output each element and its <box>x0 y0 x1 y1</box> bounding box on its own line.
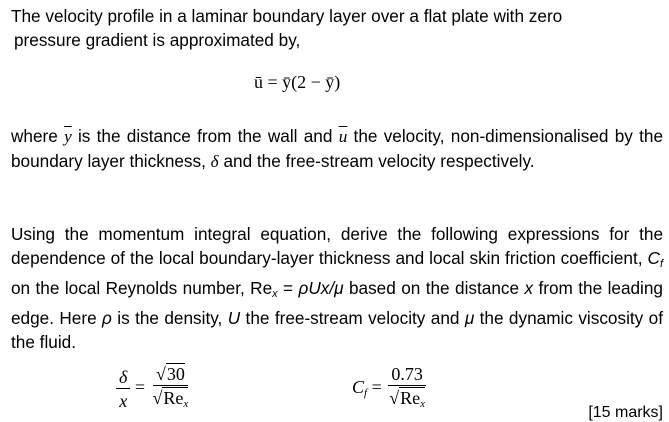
text-leading-edge: from the leading edge. Here <box>11 278 663 328</box>
text-task-intro: Using the momentum integral equation, derive the following expressions for the dependence of the local boundary-layer thickness and local skin friction coefficient, <box>11 224 663 268</box>
cf-subscript: f <box>659 258 663 270</box>
x-variable: x <box>524 278 534 298</box>
definitions-paragraph <box>11 124 663 174</box>
y-bar-symbol: ȳ <box>282 72 292 92</box>
task-paragraph <box>11 222 663 354</box>
text-reynolds: on the local Reynolds number, Re <box>11 278 273 298</box>
thickness-equation <box>116 364 191 414</box>
cf-symbol: C <box>352 377 365 398</box>
cf-subscript: f <box>364 387 368 400</box>
fraction-denominator <box>386 386 428 414</box>
sqrt-sign: √ <box>155 364 166 384</box>
root-fraction <box>150 364 192 414</box>
root-fraction <box>386 364 428 414</box>
radicand <box>399 387 425 408</box>
u-bar-symbol: ū <box>254 72 263 92</box>
sqrt-sign: √ <box>152 388 163 408</box>
text-where: where <box>11 126 65 146</box>
fraction-denominator <box>150 386 192 414</box>
text-distance: is the distance from the wall and <box>71 126 339 146</box>
marks-label: [15 marks] <box>588 404 663 421</box>
u-bar-variable: $\overline{u}$ <box>338 127 348 146</box>
fraction-numerator: δ <box>116 367 130 389</box>
radicand <box>162 387 188 408</box>
text-density: is the density, <box>111 308 228 328</box>
reynolds-symbol: Re <box>163 388 184 408</box>
intro-line-1: The velocity profile in a laminar boundary layer over a flat plate with zero <box>11 6 563 26</box>
fraction-numerator <box>153 364 188 386</box>
text-based-on: based on the distance <box>343 278 525 298</box>
delta-over-x-fraction <box>116 367 130 411</box>
delta-symbol: δ <box>210 152 219 171</box>
text-viscosity: the dynamic viscosity of the fluid. <box>11 308 663 352</box>
sqrt-sign: √ <box>389 388 400 408</box>
velocity-profile-equation <box>254 72 340 93</box>
reynolds-subscript: x <box>183 398 189 410</box>
mu-symbol: μ <box>464 308 475 328</box>
text-equals: = <box>277 278 299 298</box>
reynolds-symbol: Re <box>400 388 421 408</box>
text-velocity: the velocity, non-dimensionalised by the boundary layer thickness, <box>11 126 664 171</box>
radicand: 30 <box>166 364 185 384</box>
text-free-stream-velocity: the free-stream velocity and <box>240 308 465 328</box>
fraction-numerator: 0.73 <box>388 364 426 386</box>
intro-paragraph <box>11 4 663 52</box>
cf-symbol: C <box>647 248 660 268</box>
reynolds-expression: ρUx/μ <box>298 278 344 298</box>
fraction-denominator: x <box>119 391 128 411</box>
re-subscript: x <box>272 288 278 300</box>
text-free-stream: and the free-stream velocity respectively. <box>218 151 535 171</box>
equals-sign: = <box>130 377 150 398</box>
equation-rest: (2 − ȳ) <box>291 72 341 92</box>
intro-line-2: pressure gradient is approximated by, <box>14 30 301 50</box>
u-variable: U <box>227 308 241 328</box>
y-bar-variable: $\overline{y}$ <box>64 127 72 146</box>
rho-symbol: ρ <box>102 308 112 328</box>
equals-sign: = <box>367 377 387 398</box>
equals-sign: = <box>263 72 283 92</box>
skin-friction-equation <box>352 364 428 414</box>
reynolds-subscript: x <box>420 398 426 410</box>
